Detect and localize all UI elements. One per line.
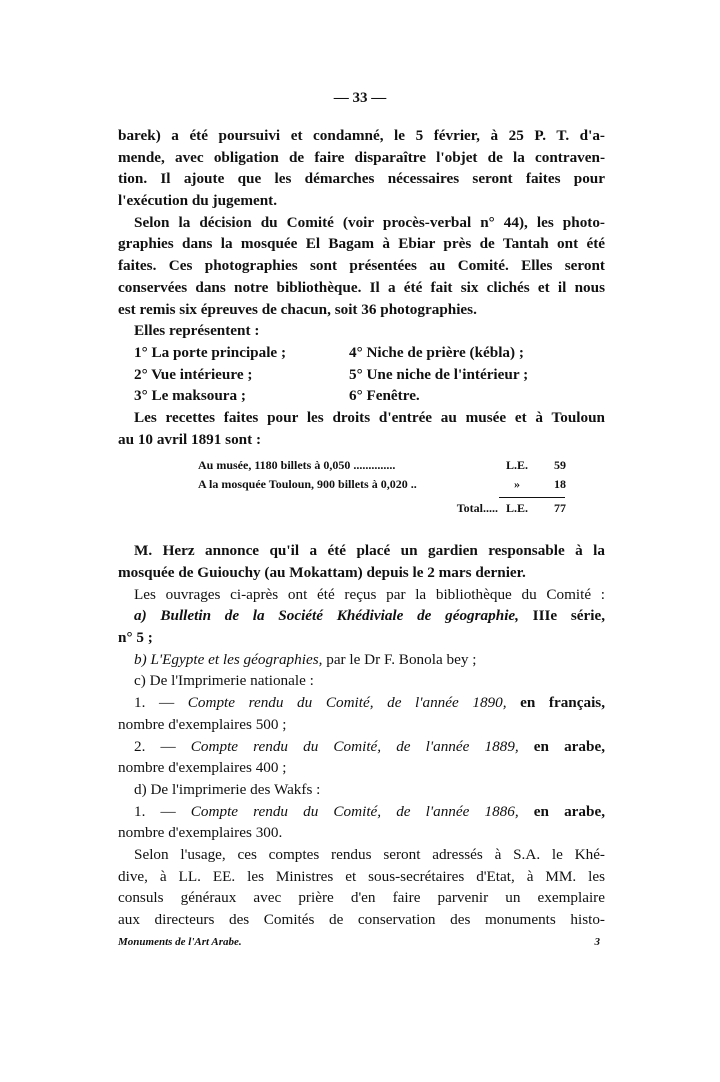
- page-footer: [118, 936, 600, 948]
- book-title: Compte rendu du Comité, de l'année 1886,: [190, 802, 519, 820]
- item-c: c) De l'Imprimerie nationale :: [134, 672, 314, 690]
- text-line: faites. Ces photographies sont présentées au Comité. Elles seront: [118, 257, 605, 275]
- total-currency: L.E.: [505, 501, 528, 516]
- item-marker: 1. —: [134, 694, 188, 712]
- item-c2: [118, 736, 605, 758]
- receipt-row: [118, 456, 605, 475]
- photo-item: 1° La porte principale ;: [134, 343, 287, 361]
- text-line: aux directeurs des Comités de conservation des monuments histo-: [118, 911, 605, 928]
- photo-item: 4° Niche de prière (kébla) ;: [349, 343, 524, 361]
- photo-item: 5° Une niche de l'intérieur ;: [349, 365, 529, 383]
- sum-rule: [499, 497, 565, 498]
- item-d: d) De l'imprimerie des Wakfs :: [134, 780, 321, 798]
- item-b: [118, 649, 605, 671]
- receipt-desc: Au musée, 1180 billets à 0,050 ..............: [198, 458, 396, 473]
- book-title: Compte rendu du Comité, de l'année 1889,: [190, 737, 519, 755]
- photo-list-row: [118, 385, 605, 407]
- text-line: Selon l'usage, ces comptes rendus seront adressés à S.A. le Khé-: [134, 845, 605, 863]
- book-title: Bulletin de la Société Khédiviale de géographie,: [160, 607, 519, 625]
- photo-list-row: [118, 342, 605, 364]
- signature-number: 3: [594, 936, 600, 948]
- text-line: conservées dans notre bibliothèque. Il a été fait six clichés et il nous: [118, 278, 605, 296]
- text-line: Les recettes faites pour les droits d'entrée au musée et à Touloun: [134, 408, 605, 426]
- total-row: [118, 499, 605, 518]
- photo-item: 3° Le maksoura ;: [134, 387, 246, 405]
- item-marker: 2. —: [134, 737, 191, 755]
- text-line: graphies dans la mosquée El Bagam à Ebiar près de Tantah ont été: [118, 235, 605, 253]
- text-line: Selon la décision du Comité (voir procès-verbal n° 44), les photo-: [134, 213, 605, 231]
- book-title: Compte rendu du Comité, de l'année 1890,: [187, 694, 507, 712]
- text-line: nombre d'exemplaires 500 ;: [118, 715, 287, 733]
- text-line: nombre d'exemplaires 300.: [118, 824, 283, 842]
- signature-line: Monuments de l'Art Arabe.: [118, 936, 242, 948]
- text-line: Elles représentent :: [134, 322, 260, 340]
- photo-item: 2° Vue intérieure ;: [134, 365, 253, 383]
- text-line: n° 5 ;: [118, 629, 153, 647]
- total-label: Total.....: [456, 501, 498, 516]
- item-text: en arabe,: [518, 802, 605, 820]
- text-line: mende, avec obligation de faire disparaître l'objet de la contraven-: [118, 148, 605, 166]
- item-marker: b): [134, 650, 151, 668]
- receipt-value: 18: [554, 477, 566, 492]
- photo-list-row: [118, 364, 605, 386]
- page-number: — 33 —: [333, 90, 387, 106]
- receipt-value: 59: [554, 458, 566, 473]
- text-line: au 10 avril 1891 sont :: [118, 430, 262, 448]
- text-line: barek) a été poursuivi et condamné, le 5 février, à 25 P. T. d'a-: [118, 127, 605, 144]
- item-text: en arabe,: [518, 737, 605, 755]
- item-text: IIIe série,: [518, 607, 606, 625]
- text-line: mosquée de Guiouchy (au Mokattam) depuis le 2 mars dernier.: [118, 564, 526, 581]
- text-line: dive, à LL. EE. les Ministres et sous-secrétaires d'Etat, à MM. les: [118, 867, 605, 885]
- item-marker: 1. —: [134, 802, 191, 820]
- item-marker: a): [134, 607, 161, 625]
- book-title: L'Egypte et les géographies,: [150, 650, 323, 668]
- receipts-table: [118, 456, 605, 518]
- item-text: par le Dr F. Bonola bey ;: [322, 650, 477, 668]
- receipt-row: [118, 475, 605, 494]
- item-text: en français,: [506, 694, 606, 712]
- receipt-currency: »: [514, 477, 520, 492]
- text-line: M. Herz annonce qu'il a été placé un gardien responsable à la: [134, 542, 605, 560]
- item-a: [118, 605, 605, 627]
- total-value: 77: [554, 501, 566, 516]
- item-d1: [118, 801, 605, 823]
- text-line: est remis six épreuves de chacun, soit 36 photographies.: [118, 300, 477, 318]
- photo-item: 6° Fenêtre.: [349, 387, 420, 405]
- text-line: consuls généraux avec prière d'en faire parvenir un exemplaire: [118, 889, 605, 907]
- text-line: tion. Il ajoute que les démarches nécessaires seront faites pour: [118, 170, 605, 188]
- body-text: [118, 125, 605, 931]
- text-line: Les ouvrages ci-après ont été reçus par la bibliothèque du Comité :: [134, 585, 605, 603]
- text-line: nombre d'exemplaires 400 ;: [118, 759, 287, 777]
- text-line: l'exécution du jugement.: [118, 192, 278, 210]
- receipt-currency: L.E.: [505, 458, 528, 473]
- receipt-desc: A la mosquée Touloun, 900 billets à 0,020 ..: [198, 477, 417, 492]
- item-c1: [118, 692, 605, 714]
